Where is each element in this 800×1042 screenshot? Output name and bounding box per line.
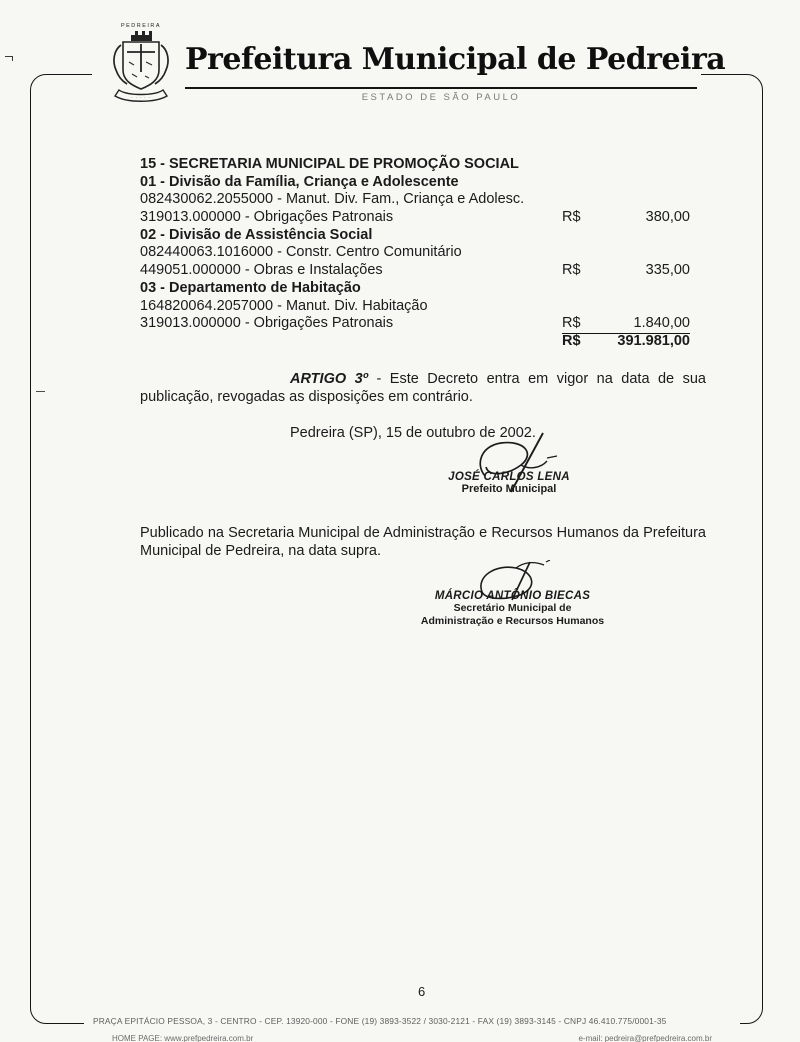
budget-line-text: 082440063.1016000 - Constr. Centro Comunitário bbox=[140, 244, 462, 261]
budget-line bbox=[140, 315, 706, 333]
budget-line bbox=[140, 209, 706, 227]
budget-listing bbox=[140, 156, 706, 351]
budget-line bbox=[140, 262, 706, 280]
budget-line-text: 164820064.2057000 - Manut. Div. Habitação bbox=[140, 297, 428, 314]
scan-artifact bbox=[5, 56, 13, 61]
signature-block-mayor bbox=[398, 471, 620, 497]
budget-line-text: 01 - Divisão da Família, Criança e Adolescente bbox=[140, 173, 459, 190]
scan-artifact bbox=[36, 391, 45, 392]
signer-role: Prefeito Municipal bbox=[461, 483, 557, 495]
budget-line-amount bbox=[562, 262, 690, 280]
signer-role: Secretário Municipal de bbox=[453, 602, 572, 614]
currency-symbol: R$ bbox=[562, 332, 581, 349]
signer-name: JOSÉ CARLOS LENA bbox=[448, 471, 570, 483]
budget-line-text: 449051.000000 - Obras e Instalações bbox=[140, 262, 383, 279]
footer-contact-line bbox=[112, 1034, 712, 1042]
budget-line-text: 319013.000000 - Obrigações Patronais bbox=[140, 315, 394, 332]
page-number: 6 bbox=[418, 984, 426, 999]
budget-line-amount bbox=[562, 209, 690, 227]
budget-line bbox=[140, 191, 706, 209]
budget-total-line bbox=[140, 333, 706, 351]
signer-name: MÁRCIO ANTÔNIO BIECAS bbox=[434, 590, 591, 602]
budget-line-text: 02 - Divisão de Assistência Social bbox=[140, 226, 373, 243]
document-title: Prefeitura Municipal de Pedreira bbox=[185, 42, 726, 77]
budget-line bbox=[140, 227, 706, 245]
article-paragraph bbox=[140, 370, 706, 406]
article-lead: ARTIGO 3º bbox=[290, 371, 368, 387]
article-body: - Este Decreto entra em vigor na data de sua publicação, revogadas as disposições em contrário. bbox=[140, 371, 706, 405]
budget-line-amount-underlined bbox=[562, 315, 690, 334]
svg-text:PEDREIRA: PEDREIRA bbox=[120, 23, 162, 29]
budget-line bbox=[140, 156, 706, 174]
document-subtitle: ESTADO DE SÃO PAULO bbox=[361, 92, 521, 103]
budget-line bbox=[140, 298, 706, 316]
title-underline bbox=[185, 87, 697, 89]
budget-line-text: 15 - SECRETARIA MUNICIPAL DE PROMOÇÃO SOCIAL bbox=[140, 156, 519, 172]
currency-symbol: R$ bbox=[562, 209, 581, 226]
budget-line-text: 03 - Departamento de Habitação bbox=[140, 279, 361, 296]
amount-value: 335,00 bbox=[645, 262, 690, 279]
signature-block-secretary bbox=[375, 590, 650, 628]
currency-symbol: R$ bbox=[562, 262, 581, 279]
budget-line-text: 319013.000000 - Obrigações Patronais bbox=[140, 209, 394, 226]
amount-value: 391.981,00 bbox=[617, 332, 690, 349]
footer-homepage: HOME PAGE: www.prefpedreira.com.br bbox=[112, 1034, 254, 1042]
budget-line bbox=[140, 280, 706, 298]
currency-symbol: R$ bbox=[562, 315, 581, 332]
footer-address-line: PRAÇA EPITÁCIO PESSOA, 3 - CENTRO - CEP. 13920-000 - FONE (19) 3893-3522 / 3030-2121 - FAX (19) 3893-3145 - CNPJ 46.410.775/0001-35 bbox=[93, 1016, 667, 1026]
pedreira-coat-of-arms-icon bbox=[106, 18, 176, 106]
amount-value: 380,00 bbox=[645, 209, 690, 226]
budget-line bbox=[140, 174, 706, 192]
publication-paragraph: Publicado na Secretaria Municipal de Administração e Recursos Humanos da Prefeitura Municipal de Pedreira, na data supra. bbox=[140, 525, 706, 559]
svg-text:· · · · ·: · · · · · bbox=[131, 95, 151, 100]
footer-email: e-mail: pedreira@prefpedreira.com.br bbox=[578, 1034, 712, 1042]
dateline: Pedreira (SP), 15 de outubro de 2002. bbox=[290, 425, 536, 441]
amount-value: 1.840,00 bbox=[633, 315, 690, 332]
budget-line-text: 082430062.2055000 - Manut. Div. Fam., Criança e Adolesc. bbox=[140, 191, 525, 208]
budget-line bbox=[140, 244, 706, 262]
budget-total-amount bbox=[562, 333, 690, 351]
signer-role: Administração e Recursos Humanos bbox=[420, 615, 605, 627]
